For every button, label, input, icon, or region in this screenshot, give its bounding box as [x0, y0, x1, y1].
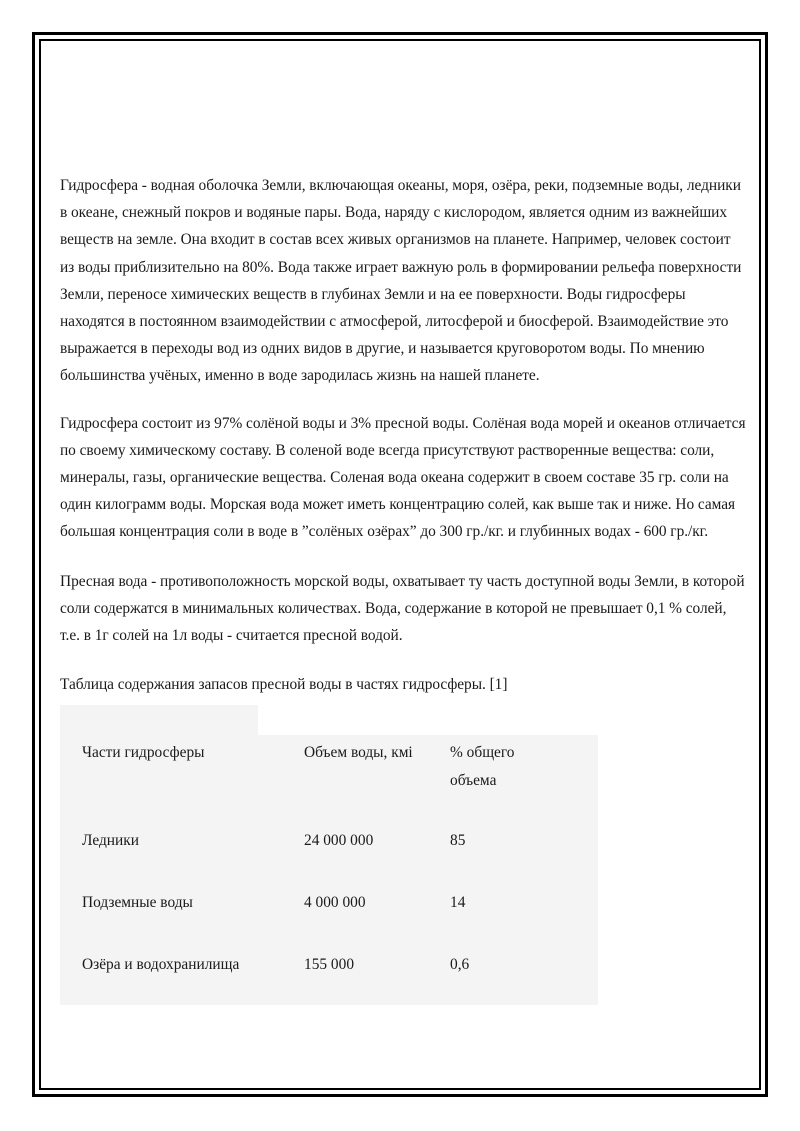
- table-cell: 155 000: [304, 956, 355, 974]
- table-background-tab: [60, 705, 258, 739]
- document-body: [60, 172, 746, 1005]
- table-cell: 0,6: [450, 956, 470, 974]
- table-cell: 14: [450, 894, 466, 912]
- table-cell: Озёра и водохранилища: [82, 956, 240, 974]
- header-cell-parts: Части гидросферы: [82, 744, 205, 762]
- paragraph-hydrosphere-definition: Гидросфера - водная оболочка Земли, включающая океаны, моря, озёра, реки, подземные воды, ледники в океане, снежный покров и водяные пары. Вода, наряду с кислородом, является одним из важнейших веществ на земле. Она входит в состав всех живых организмов на планете. Например, человек состоит из воды приблизительно на 80%. Вода также играет важную роль в формировании рельефа поверхности Земли, переносе химических веществ в глубинах Земли и на ее поверхности. Воды гидросферы находятся в постоянном взаимодействии с атмосферой, литосферой и биосферой. Взаимодействие это выражается в переходы вод из одних видов в другие, и называется круговоротом воды. По мнению большинства учёных, именно в воде зародилась жизнь на нашей планете.: [60, 177, 742, 385]
- freshwater-table: [60, 739, 560, 1013]
- header-cell-volume: Объем воды, кмі: [304, 744, 413, 762]
- freshwater-table-container: [60, 705, 600, 1005]
- table-header-row: [60, 739, 560, 827]
- table-cell: 85: [450, 832, 466, 850]
- paragraph-fresh-water: Пресная вода - противоположность морской воды, охватывает ту часть доступной воды Земли, в которой соли содержатся в минимальных количествах. Вода, содержание в которой не превышает 0,1 % солей, т.е. в 1г солей на 1л воды - считается пресной водой.: [60, 572, 745, 645]
- table-row: [60, 827, 560, 889]
- table-row: [60, 889, 560, 951]
- table-cell: Подземные воды: [82, 894, 193, 912]
- table-caption: Таблица содержания запасов пресной воды в частях гидросферы. [1]: [60, 676, 508, 694]
- header-cell-percent: % общего объема: [450, 744, 515, 789]
- table-cell: 4 000 000: [304, 894, 366, 912]
- paragraph-salt-water: Гидросфера состоит из 97% солёной воды и 3% пресной воды. Солёная вода морей и океанов отличается по своему химическому составу. В соленой воде всегда присутствуют растворенные вещества: соли, минералы, газы, органические вещества. Соленая вода океана содержит в своем составе 35 гр. соли на один килограмм воды. Морская вода может иметь концентрацию солей, как выше так и ниже. Но самая большая концентрация соли в воде в ”солёных озёрах” до 300 гр./кг. и глубинных водах - 600 гр./кг.: [60, 414, 746, 541]
- table-cell: 24 000 000: [304, 832, 374, 850]
- table-cell: Ледники: [82, 832, 139, 850]
- table-row: [60, 951, 560, 1013]
